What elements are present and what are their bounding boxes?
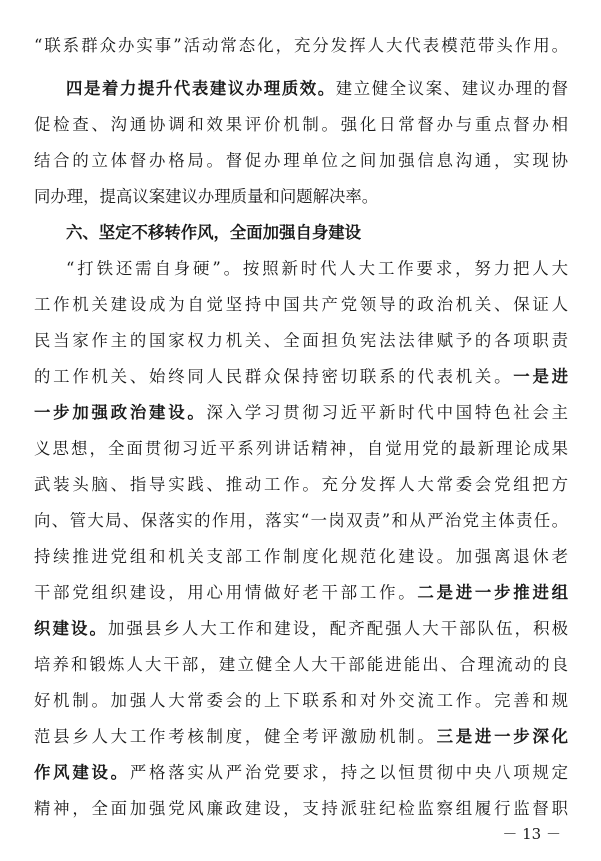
text-line: 干部党组织建设，用心用情做好老干部工作。二是进一步推进组 [34, 583, 568, 602]
text-line: 结合的立体督办格局。督促办理单位之间加强信息沟通，实现协 [34, 151, 568, 170]
bold-lead: 二是进一步推进组 [417, 583, 568, 602]
text-line: “打铁还需自身硬”。按照新时代人大工作要求，努力把人大 [66, 259, 568, 278]
bold-lead: 作风建设。 [34, 763, 130, 782]
bold-lead: 四是着力提升代表建议办理质效。 [66, 79, 336, 98]
text-line: 精神，全面加强党风廉政建设，支持派驻纪检监察组履行监督职 [34, 799, 568, 818]
text-line: 义思想，全面贯彻习近平系列讲话精神，自觉用党的最新理论成果 [34, 439, 568, 458]
text-line: 范县乡人大工作考核制度，健全考评激励机制。三是进一步深化 [34, 727, 568, 746]
text-line: 民当家作主的国家权力机关、全面担负宪法法律赋予的各项职责 [34, 331, 568, 350]
text-line: 织建设。加强县乡人大工作和建设，配齐配强人大干部队伍，积极 [34, 619, 568, 638]
text-line: 工作机关建设成为自觉坚持中国共产党领导的政治机关、保证人 [34, 295, 568, 314]
bold-lead: 三是进一步深化 [436, 727, 568, 746]
bold-lead: 织建设。 [34, 619, 108, 638]
text-line: 好机制。加强人大常委会的上下联系和对外交流工作。完善和规 [34, 691, 568, 710]
text-line: 促检查、沟通协调和效果评价机制。强化日常督办与重点督办相 [34, 115, 568, 134]
text-line: 作风建设。严格落实从严治党要求，持之以恒贯彻中央八项规定 [34, 763, 568, 782]
section-heading: 六、坚定不移转作风，全面加强自身建设 [66, 223, 362, 242]
text-line: 同办理，提高议案建议办理质量和问题解决率。 [34, 187, 379, 206]
text-line: 向、管大局、保落实的作用，落实“一岗双责”和从严治党主体责任。 [34, 511, 568, 530]
text-line: 武装头脑、指导实践、推动工作。充分发挥人大常委会党组把方 [34, 475, 568, 494]
text-line: 一步加强政治建设。深入学习贯彻习近平新时代中国特色社会主 [34, 403, 568, 422]
text-line: 持续推进党组和机关支部工作制度化规范化建设。加强离退休老 [34, 547, 568, 566]
page-number: － 13 － [502, 825, 561, 843]
text-line: 培养和锻炼人大干部，建立健全人大干部能进能出、合理流动的良 [34, 655, 568, 674]
text-line: “联系群众办实事”活动常态化，充分发挥人大代表模范带头作用。 [34, 36, 568, 55]
bold-lead: 一是进 [513, 367, 568, 386]
bold-lead: 一步加强政治建设。 [34, 403, 207, 422]
text-line: 的工作机关、始终同人民群众保持密切联系的代表机关。一是进 [34, 367, 568, 386]
text-line: 四是着力提升代表建议办理质效。建立健全议案、建议办理的督 [66, 79, 568, 98]
